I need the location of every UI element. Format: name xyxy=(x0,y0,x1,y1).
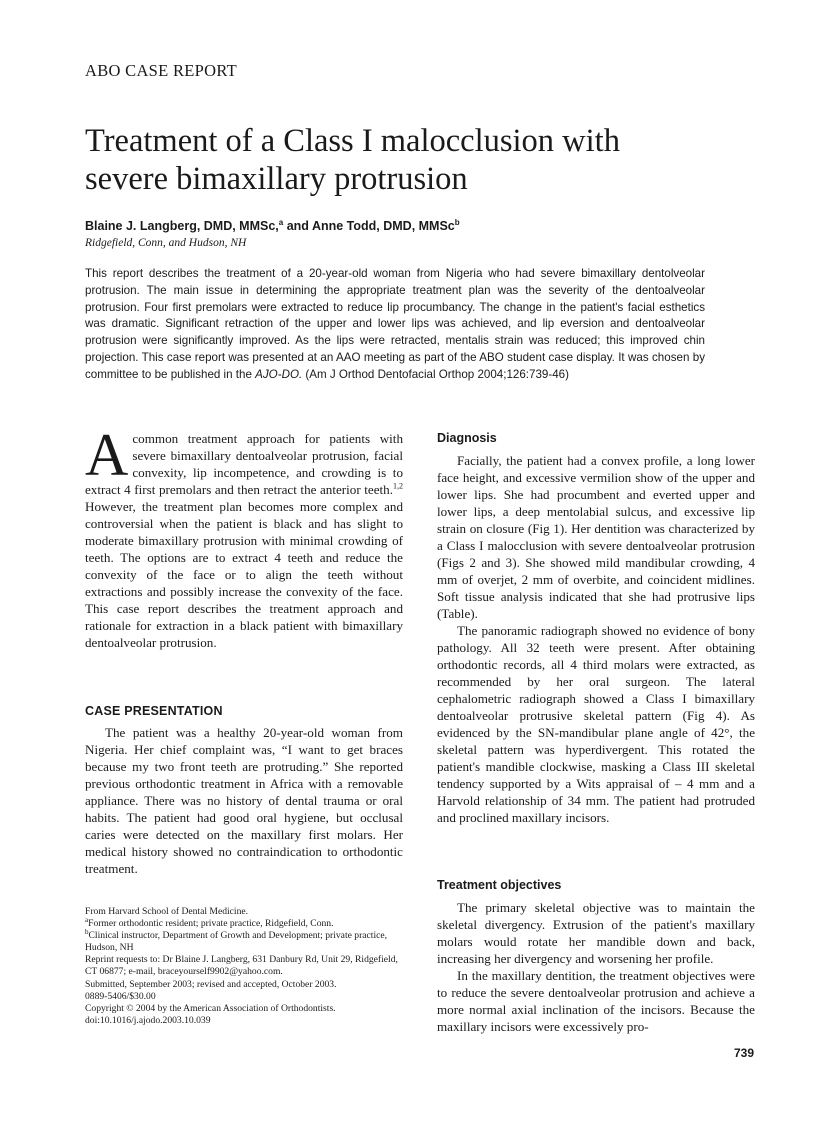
footnote-from: From Harvard School of Dental Medicine. xyxy=(85,906,249,917)
treatment-objectives-paragraph-2: In the maxillary dentition, the treatment objectives were to reduce the severe dentoalveolar protrusion and achieve a more normal axial inclination of the incisors. Because the maxillary incisors were excessively pro- xyxy=(437,968,755,1034)
abstract-journal: AJO-DO. xyxy=(255,367,303,381)
diagnosis-heading: Diagnosis xyxy=(437,431,497,445)
diagnosis-section xyxy=(437,452,755,826)
diagnosis-paragraph-1: Facially, the patient had a convex profile, a long lower face height, and excessive vermilion show of the upper and lower lips. She had procumbent and everted upper and lower lips, a deep mentolabial sulcus, and excessive lip strain on closure (Fig 1). Her dentition was characterized by a Class I malocclusion with severe dentoalveolar protrusion (Figs 2 and 3). She showed mild mandibular crowding, 4 mm of overjet, 2 mm of overbite, and coincident midlines. Soft tissue analysis indicated that she had protrusive lips (Table). xyxy=(437,453,755,621)
author-2: Anne Todd, DMD, MMSc xyxy=(311,219,455,233)
title-line-1: Treatment of a Class I malocclusion with xyxy=(85,123,620,159)
title-line-2: severe bimaxillary protrusion xyxy=(85,161,468,197)
abstract xyxy=(85,266,705,384)
treatment-objectives-section xyxy=(437,899,755,1035)
intro-refs: 1,2 xyxy=(393,481,403,491)
footnotes xyxy=(85,906,405,1027)
footnote-b-mark: b xyxy=(85,928,89,936)
author-2-affil-mark: b xyxy=(454,217,460,227)
footnote-b-text: Clinical instructor, Department of Growth and Development; private practice, Hudson, NH xyxy=(85,930,388,954)
intro-text-cont: However, the treatment plan becomes more complex and controversial when the patient is black and has slight to moderate bimaxillary protrusion with minimal crowding of teeth. The options are to extract 4 teeth and reduce the convexity of the face or to align the teeth without extractions and possibly increase the convexity of the face. This case report describes the treatment approach and rationale for extraction in a black patient with bimaxillary dentoalveolar protrusion. xyxy=(85,499,403,650)
footnote-a-mark: a xyxy=(85,915,89,924)
intro-section xyxy=(85,422,403,651)
abstract-text: This report describes the treatment of a 20-year-old woman from Nigeria who had severe bimaxillary dentolveolar protrusion. The main issue in determining the appropriate treatment plan was the severity of the dentoalveolar protrusion. Four first premolars were extracted to reduce lip procumbancy. The change in the patient's facial esthetics was dramatic. Significant retraction of the upper and lower lips was achieved, and lip eversion and dentoalveolar protrusion were significantly improved. As the lips were retracted, mentalis strain was reduced; this improved chin projection. This case report was presented at an AAO meeting as part of the ABO student case display. It was chosen by committee to be published in the xyxy=(85,267,705,381)
footnote-submitted: Submitted, September 2003; revised and accepted, October 2003. xyxy=(85,978,337,990)
intro-text: common treatment approach for patients with severe bimaxillary dentoalveolar protrusion, facial convexity, lip incompetence, and crowding is to extract 4 first premolars and then retract the anterior teeth. xyxy=(85,431,403,497)
author-list xyxy=(85,219,460,233)
page-number: 739 xyxy=(734,1046,755,1060)
footnote-doi: doi:10.1016/j.ajodo.2003.10.039 xyxy=(85,1014,211,1026)
section-label: ABO CASE REPORT xyxy=(85,61,238,80)
diagnosis-paragraph-2: The panoramic radiograph showed no evidence of bony pathology. All 32 teeth were present. After obtaining orthodontic records, all 4 third molars were extracted, as recommended by her oral surgeon. The lateral cephalometric radiograph showed a Class I bimaxillary dentoalveolar protrusive skeletal pattern (Fig 4). As evidenced by the SN-mandibular plane angle of 42°, the skeletal pattern was hyperdivergent. This rotated the patient's mandible clockwise, masking a Class III skeletal tendency supported by a Wits appraisal of – 4 mm and a Harvold relationship of 34 mm. The patient had protruded and proclined maxillary incisors. xyxy=(437,623,755,825)
footnote-a-text: Former orthodontic resident; private practice, Ridgefield, Conn. xyxy=(88,918,334,930)
drop-cap: A xyxy=(85,422,129,488)
treatment-objectives-heading: Treatment objectives xyxy=(437,878,562,892)
author-1: Blaine J. Langberg, DMD, MMSc, xyxy=(85,219,279,233)
case-presentation-section xyxy=(85,724,403,877)
case-presentation-heading: CASE PRESENTATION xyxy=(85,704,223,718)
footnote-a xyxy=(85,915,405,930)
footnote-issn: 0889-5406/$30.00 xyxy=(85,990,156,1002)
case-presentation-paragraph: The patient was a healthy 20-year-old woman from Nigeria. Her chief complaint was, “I want to get braces because my two front teeth are protruding.” She reported previous orthodontic treatment in Africa with a removable appliance. There was no history of dental trauma or oral habits. The patient had good oral hygiene, but occlusal caries were detected on the maxillary first molars. Her medical history showed no contraindication to orthodontic treatment. xyxy=(85,725,403,876)
footnote-reprint: Reprint requests to: Dr Blaine J. Langberg, 631 Danbury Rd, Unit 29, Ridgefield, CT 06877; e-mail, braceyourself9902@yahoo.com. xyxy=(85,954,398,978)
author-conjunction: and xyxy=(283,219,312,233)
author-1-affil-mark: a xyxy=(278,217,284,227)
article-title xyxy=(85,122,765,198)
treatment-objectives-paragraph-1: The primary skeletal objective was to maintain the skeletal divergency. Extrusion of the patient's maxillary molars would rotate her mandible down and back, increasing her divergency and worsening her profile. xyxy=(437,900,755,966)
footnote-b xyxy=(85,930,405,954)
footnote-copyright: Copyright © 2004 by the American Association of Orthodontists. xyxy=(85,1002,336,1014)
abstract-citation: (Am J Orthod Dentofacial Orthop 2004;126:739-46) xyxy=(302,367,569,381)
affiliation: Ridgefield, Conn, and Hudson, NH xyxy=(85,237,247,249)
intro-paragraph xyxy=(85,422,403,651)
